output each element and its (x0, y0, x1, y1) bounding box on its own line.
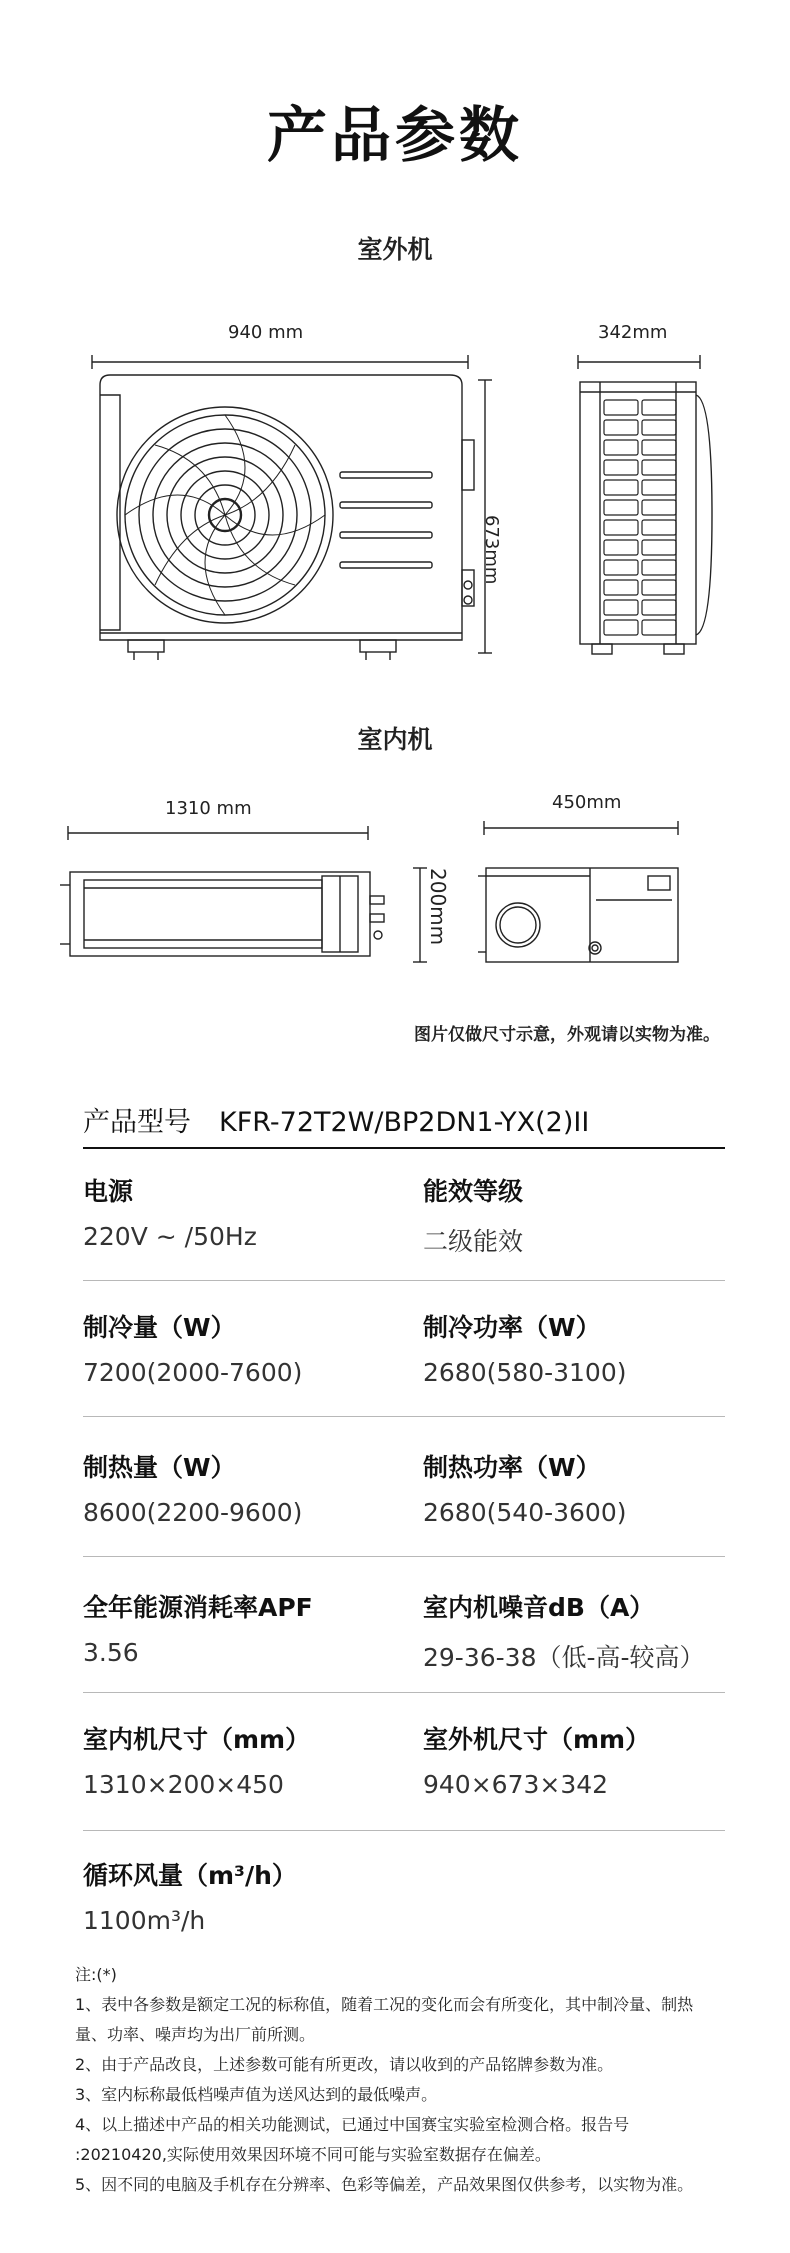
row-divider (83, 1692, 725, 1693)
note-line: 量、功率、噪声均为出厂前所测。 (75, 2025, 316, 2044)
note-line: 3、室内标称最低档噪声值为送风达到的最低噪声。 (75, 2085, 438, 2104)
spec-label: 制冷量（W） (83, 1313, 236, 1342)
spec-label: 循环风量（m³/h） (83, 1861, 297, 1890)
model-divider (83, 1147, 725, 1149)
spec-value: 220V ~ /50Hz (83, 1222, 257, 1251)
spec-value: 二级能效 (423, 1227, 524, 1256)
outdoor-unit-drawing (0, 0, 790, 700)
row-divider (83, 1280, 725, 1281)
note-line: :20210420,实际使用效果因环境不同可能与实验室数据存在偏差。 (75, 2145, 551, 2164)
notes-heading: 注:(*) (75, 1965, 117, 1984)
spec-label: 室内机尺寸（mm） (83, 1725, 311, 1754)
spec-value: 2680(580-3100) (423, 1358, 627, 1387)
outdoor-height-dimension: 673mm (481, 515, 502, 585)
diagram-disclaimer: 图片仅做尺寸示意，外观请以实物为准。 (414, 1025, 720, 1045)
page-title: 产品参数 (267, 101, 523, 171)
model-label: 产品型号 (83, 1107, 191, 1138)
model-row (83, 1100, 589, 1139)
indoor-width-dimension: 1310 mm (165, 798, 252, 819)
spec-value: 1100m³/h (83, 1906, 206, 1935)
spec-value: 8600(2200-9600) (83, 1498, 303, 1527)
note-line: 2、由于产品改良，上述参数可能有所更改，请以收到的产品铭牌参数为准。 (75, 2055, 614, 2074)
spec-label: 全年能源消耗率APF (83, 1593, 313, 1622)
spec-label: 室内机噪音dB（A） (423, 1593, 655, 1622)
spec-label: 制热功率（W） (423, 1453, 601, 1482)
indoor-unit-drawing (0, 700, 790, 1000)
note-line: 5、因不同的电脑及手机存在分辨率、色彩等偏差，产品效果图仅供参考，以实物为准。 (75, 2175, 694, 2194)
outdoor-depth-dimension: 342mm (598, 322, 668, 343)
spec-value: 29-36-38（低-高-较高） (423, 1643, 705, 1672)
notes (75, 1960, 745, 2200)
row-divider (83, 1830, 725, 1831)
spec-value: 2680(540-3600) (423, 1498, 627, 1527)
spec-label: 制冷功率（W） (423, 1313, 601, 1342)
spec-label: 电源 (83, 1177, 134, 1206)
spec-label: 制热量（W） (83, 1453, 236, 1482)
row-divider (83, 1556, 725, 1557)
indoor-depth-dimension: 450mm (552, 792, 622, 813)
indoor-unit-heading: 室内机 (357, 725, 433, 754)
spec-label: 能效等级 (423, 1177, 524, 1206)
outdoor-width-dimension: 940 mm (228, 322, 304, 343)
indoor-height-dimension: 200mm (426, 868, 450, 946)
spec-value: 7200(2000-7600) (83, 1358, 303, 1387)
note-line: 4、以上描述中产品的相关功能测试，已通过中国赛宝实验室检测合格。报告号 (75, 2115, 630, 2134)
row-divider (83, 1416, 725, 1417)
spec-label: 室外机尺寸（mm） (423, 1725, 651, 1754)
spec-value: 3.56 (83, 1638, 139, 1667)
spec-value: 1310×200×450 (83, 1770, 284, 1799)
outdoor-unit-heading: 室外机 (357, 235, 433, 264)
spec-value: 940×673×342 (423, 1770, 609, 1799)
model-value: KFR-72T2W/BP2DN1-YX(2)II (219, 1107, 590, 1138)
note-line: 1、表中各参数是额定工况的标称值，随着工况的变化而会有所变化，其中制冷量、制热 (75, 1995, 694, 2014)
